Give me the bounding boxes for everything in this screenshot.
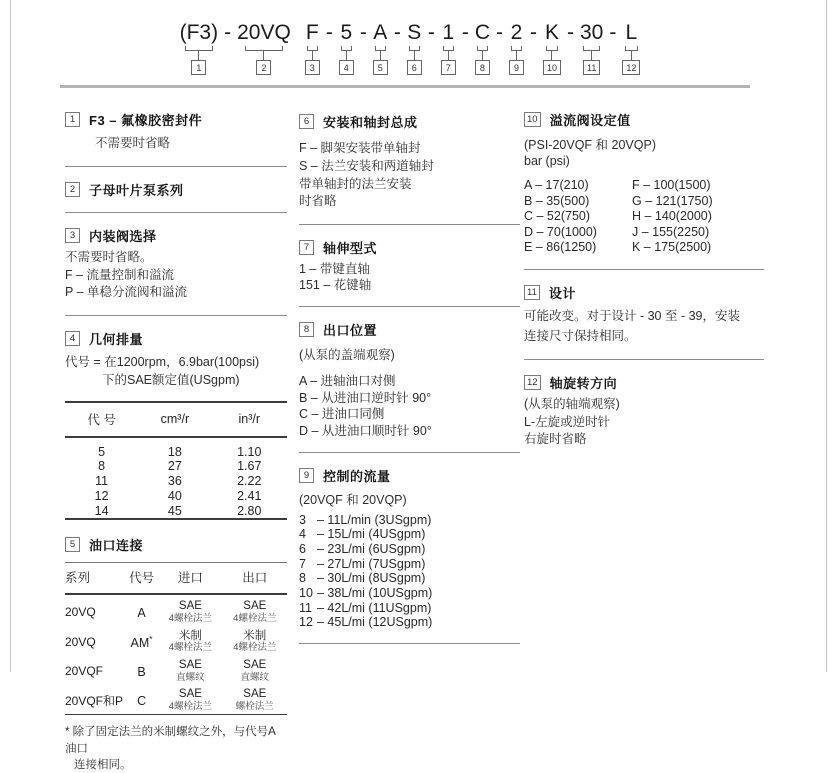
port-outlet-cell: 米制 4螺栓法兰 xyxy=(233,629,277,654)
displacement-cm3-cell: 45 xyxy=(167,503,182,518)
port-connection-table xyxy=(65,562,287,715)
segment-code-text: 2 xyxy=(510,21,523,44)
column-header: in³/r xyxy=(212,402,288,437)
section-divider xyxy=(299,452,520,453)
option-line: A – 进轴油口对侧 xyxy=(299,374,396,388)
code-separator: - xyxy=(461,21,469,44)
section-text-line: F – 流量控制和溢流 xyxy=(65,267,175,282)
port-series-cell: 20VQF xyxy=(65,663,104,678)
segment-number-box: 6 xyxy=(407,60,422,75)
section-title: F3 – 氟橡胶密封件 xyxy=(89,113,203,128)
option-line: 12 – 45L/mi (12USgpm) xyxy=(299,615,433,630)
segment-code-text: S xyxy=(407,21,422,44)
model-code-segment xyxy=(441,21,456,75)
section-text-line: 右旋时省略 xyxy=(524,432,587,447)
section-text-line: 可能改变。对于设计 - 30 至 - 39，安装 xyxy=(524,308,740,323)
segment-number-box: 2 xyxy=(256,60,271,75)
section-divider xyxy=(299,224,520,225)
port-table-footnote: * 除了固定法兰的米制螺纹之外，与代号A油口 连接相同。 xyxy=(65,726,276,771)
displacement-in3-cell: 1.10 xyxy=(237,444,262,459)
displacement-note-line2: 下的SAE额定值(USgpm) xyxy=(102,372,240,387)
displacement-code-cell: 12 xyxy=(94,488,109,503)
column-header: cm³/r xyxy=(138,402,211,437)
segment-number-box: 4 xyxy=(339,60,354,75)
section-text-line: L-左旋或逆时针 xyxy=(524,414,611,429)
relief-option: B – 35(500) xyxy=(524,193,590,208)
bracket-stem-line xyxy=(551,51,552,60)
port-code-cell: B xyxy=(137,664,146,679)
table-row xyxy=(65,685,287,715)
model-code-segment xyxy=(373,21,388,75)
segment-code-text: K xyxy=(544,21,559,44)
option-line: 11 – 42L/mi (11USgpm) xyxy=(299,600,432,615)
segment-number-box: 11 xyxy=(583,60,600,75)
section-text-line: F – 脚架安装带单轴封 xyxy=(299,141,421,155)
section-12-rotation xyxy=(524,373,764,449)
section-divider xyxy=(65,166,287,167)
column-1 xyxy=(65,110,287,773)
section-text-line: 连接尺寸保持相同。 xyxy=(524,328,637,343)
section-title: 溢流阀设定值 xyxy=(549,113,631,128)
segment-number-box: 1 xyxy=(191,60,206,75)
segment-code-text: 1 xyxy=(442,21,455,44)
segment-code-text: 5 xyxy=(340,21,353,44)
section-text-line: 不需要时省略 xyxy=(95,136,171,150)
option-line: 8 – 30L/mi (8USgpm) xyxy=(299,571,426,586)
segment-code-text: (F3) xyxy=(179,21,219,44)
bracket-stem-line xyxy=(631,51,632,60)
model-code-segment xyxy=(407,21,422,75)
port-table-header-row xyxy=(65,563,287,595)
displacement-table-header-row xyxy=(65,402,287,437)
column-header: 出口 xyxy=(223,563,287,595)
section-text-line: 1 – 带键直轴 xyxy=(299,262,370,276)
section-1-seal xyxy=(65,110,287,153)
option-line: C – 进油口同侧 xyxy=(299,407,385,421)
table-row xyxy=(65,437,287,460)
relief-option: K – 175(2500) xyxy=(632,240,712,255)
section-divider xyxy=(524,359,764,360)
port-inlet-cell: SAE 4螺栓法兰 xyxy=(168,600,213,625)
bracket-stem-line xyxy=(448,51,449,60)
section-11-design xyxy=(524,283,764,346)
section-number-badge: 1 xyxy=(65,112,80,127)
option-line: D – 从进油口顺时针 90° xyxy=(299,423,432,438)
displacement-table xyxy=(65,401,287,521)
section-divider xyxy=(65,212,287,213)
table-row xyxy=(65,459,287,474)
segment-number-box: 9 xyxy=(509,60,524,75)
section-text-line: 时省略 xyxy=(299,194,337,209)
column-header: 代 号 xyxy=(65,402,138,437)
section-title: 轴伸型式 xyxy=(323,241,378,256)
displacement-in3-cell: 2.22 xyxy=(237,474,262,488)
port-outlet-cell: SAE 4螺栓法兰 xyxy=(233,600,277,625)
segment-number-box: 12 xyxy=(622,60,640,75)
table-row xyxy=(65,489,287,504)
relief-option: C – 52(750) xyxy=(524,209,591,224)
bracket-stem-line xyxy=(516,51,517,60)
segment-code-text: 20VQ xyxy=(237,21,291,44)
port-series-cell: 20VQF和P xyxy=(65,693,124,708)
port-series-cell: 20VQ xyxy=(65,634,96,649)
section-note: (20VQF 和 20VQP) xyxy=(299,493,407,507)
table-row xyxy=(65,594,287,626)
option-line: B – 从进油口逆时针 90° xyxy=(299,390,432,405)
section-9-flow xyxy=(299,466,520,630)
section-10-relief xyxy=(524,110,764,256)
displacement-code-cell: 5 xyxy=(98,444,106,459)
segment-number-box: 7 xyxy=(441,60,456,75)
model-code-segment xyxy=(237,21,291,75)
section-title: 内装阀选择 xyxy=(89,228,157,244)
bracket-stem-line xyxy=(380,51,381,60)
model-code-segment xyxy=(339,21,354,75)
option-line: 4 – 15L/mi (4USgpm) xyxy=(299,527,426,542)
section-note: bar (psi) xyxy=(524,153,570,168)
section-8-outlet-position xyxy=(299,320,520,439)
displacement-code-cell: 11 xyxy=(95,474,109,488)
section-title: 设计 xyxy=(548,285,576,301)
code-separator: - xyxy=(427,21,435,44)
port-inlet-cell: SAE 4螺栓法兰 xyxy=(168,688,213,712)
model-code-segment xyxy=(580,21,603,75)
displacement-code-cell: 8 xyxy=(98,459,106,474)
segment-number-box: 8 xyxy=(475,60,490,75)
relief-option: A – 17(210) xyxy=(524,178,589,193)
section-number-badge: 3 xyxy=(65,228,80,243)
segment-code-text: 30 xyxy=(580,21,604,44)
code-separator: - xyxy=(393,21,401,44)
section-4-displacement xyxy=(65,329,287,520)
section-text-line: (从泵的轴端观察) xyxy=(524,396,620,411)
code-separator: - xyxy=(529,21,537,44)
bracket-stem-line xyxy=(198,51,199,60)
page-right-border xyxy=(826,0,827,672)
section-number-badge: 12 xyxy=(524,375,541,390)
table-row xyxy=(65,474,287,489)
option-line: 3 – 11L/min (3USgpm) xyxy=(299,512,432,527)
column-header: 代号 xyxy=(125,563,158,595)
port-code-cell: AM* xyxy=(130,633,153,650)
section-text-line: 不需要时省略。 xyxy=(65,249,153,264)
code-separator: - xyxy=(609,21,617,44)
bracket-stem-line xyxy=(591,51,592,60)
segment-code-text: F xyxy=(305,21,319,44)
model-code-segment xyxy=(622,21,640,75)
bracket-stem-line xyxy=(263,51,264,60)
header-separator-rule xyxy=(60,85,750,88)
section-6-mounting xyxy=(299,112,520,211)
displacement-cm3-cell: 27 xyxy=(167,459,182,474)
column-2 xyxy=(299,112,520,657)
section-title: 油口连接 xyxy=(89,538,144,554)
code-separator: - xyxy=(567,21,574,44)
code-separator: - xyxy=(359,21,367,44)
relief-settings-list xyxy=(524,178,764,256)
relief-option: G – 121(1750) xyxy=(632,193,713,208)
displacement-cm3-cell: 40 xyxy=(167,488,182,503)
column-header: 进口 xyxy=(158,563,222,595)
section-title: 子母叶片泵系列 xyxy=(89,182,184,198)
section-text-line: P – 单稳分流阀和溢流 xyxy=(65,285,188,300)
displacement-in3-cell: 1.67 xyxy=(237,459,262,474)
bracket-stem-line xyxy=(414,51,415,60)
port-series-cell: 20VQ xyxy=(65,605,96,620)
segment-code-text: A xyxy=(373,21,388,44)
section-number-badge: 10 xyxy=(524,112,541,127)
port-inlet-cell: SAE 直螺纹 xyxy=(176,658,205,683)
code-separator: - xyxy=(224,21,232,44)
section-7-shaft xyxy=(299,238,520,293)
section-3-valve xyxy=(65,226,287,302)
model-code-segment xyxy=(509,21,524,75)
port-code-cell: C xyxy=(137,694,147,709)
section-number-badge: 4 xyxy=(65,331,80,346)
section-text-line: 151 – 花键轴 xyxy=(299,277,372,292)
section-number-badge: 11 xyxy=(524,285,540,300)
section-title: 轴旋转方向 xyxy=(549,375,618,391)
port-outlet-cell: SAE 直螺纹 xyxy=(240,658,270,683)
bracket-stem-line xyxy=(346,51,347,60)
section-title: 出口位置 xyxy=(323,323,378,339)
model-code-segment xyxy=(543,21,561,75)
model-code-segment xyxy=(305,21,320,75)
column-header: 系列 xyxy=(65,563,125,595)
section-2-series xyxy=(65,180,287,199)
displacement-in3-cell: 2.41 xyxy=(237,488,262,503)
table-row xyxy=(65,504,287,520)
section-divider xyxy=(65,315,287,316)
section-number-badge: 5 xyxy=(65,537,80,552)
section-title: 控制的流量 xyxy=(323,469,391,484)
section-number-badge: 8 xyxy=(299,322,314,337)
port-outlet-cell: SAE 螺栓法兰 xyxy=(235,688,274,712)
displacement-cm3-cell: 36 xyxy=(167,474,182,488)
relief-option: H – 140(2000) xyxy=(632,209,712,224)
port-code-cell: A xyxy=(137,606,146,621)
section-text-line: S – 法兰安装和两道轴封 xyxy=(299,158,434,173)
code-separator: - xyxy=(495,21,503,44)
table-row xyxy=(65,656,287,685)
option-line: 7 – 27L/mi (7USgpm) xyxy=(299,556,426,571)
footnote-marker: * xyxy=(149,633,153,644)
section-divider xyxy=(299,643,520,644)
section-divider xyxy=(299,306,520,307)
section-divider xyxy=(524,269,764,270)
segment-number-box: 10 xyxy=(543,60,561,75)
relief-option: J – 155(2250) xyxy=(632,224,710,239)
model-code xyxy=(0,21,818,75)
displacement-in3-cell: 2.80 xyxy=(237,503,262,518)
model-code-segment xyxy=(475,21,490,75)
segment-code-text: C xyxy=(474,21,490,44)
displacement-note-line1: 代号 = 在1200rpm，6.9bar(100psi) xyxy=(65,355,260,369)
section-5-ports xyxy=(65,535,287,773)
table-row xyxy=(65,627,287,656)
section-title: 安装和轴封总成 xyxy=(323,115,418,130)
model-code-segment xyxy=(180,21,219,75)
section-title: 几何排量 xyxy=(89,332,144,347)
section-number-badge: 6 xyxy=(299,114,314,129)
section-number-badge: 7 xyxy=(299,240,314,255)
relief-option: F – 100(1500) xyxy=(632,178,711,193)
section-text-line: 带单轴封的法兰安装 xyxy=(299,176,412,191)
option-line: 6 – 23L/mi (6USgpm) xyxy=(299,542,426,556)
relief-option: D – 70(1000) xyxy=(524,224,597,239)
bracket-stem-line xyxy=(312,51,313,60)
displacement-cm3-cell: 18 xyxy=(167,444,182,459)
page-left-border xyxy=(10,0,11,672)
section-note: (PSI-20VQF 和 20VQP) xyxy=(524,138,656,152)
option-line: 10 – 38L/mi (10USgpm) xyxy=(299,585,433,600)
port-inlet-cell: 米制 4螺栓法兰 xyxy=(168,629,213,654)
bracket-stem-line xyxy=(482,51,483,60)
section-note: (从泵的盖端观察) xyxy=(299,348,395,363)
column-3 xyxy=(524,110,764,449)
section-number-badge: 9 xyxy=(299,468,314,483)
segment-code-text: L xyxy=(625,21,638,44)
code-separator: - xyxy=(325,21,333,44)
relief-option: E – 86(1250) xyxy=(524,240,597,255)
displacement-code-cell: 14 xyxy=(94,503,109,518)
segment-number-box: 5 xyxy=(373,60,388,75)
section-number-badge: 2 xyxy=(65,182,80,197)
segment-number-box: 3 xyxy=(305,60,320,75)
